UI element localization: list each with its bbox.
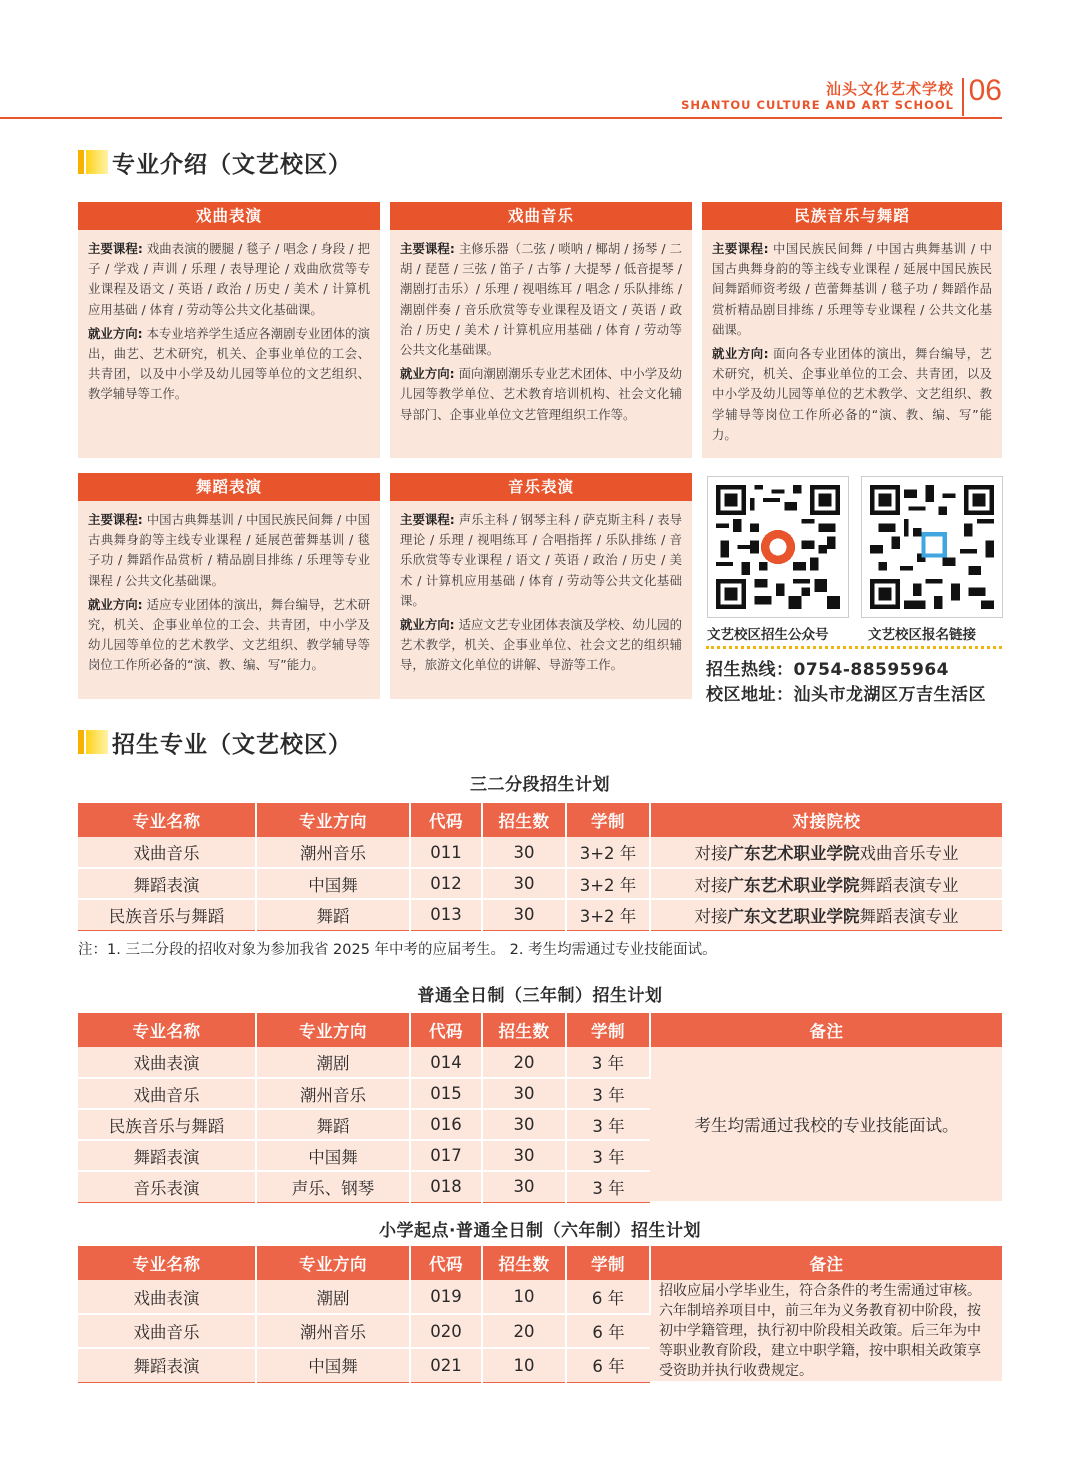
cell-count: 10	[482, 1280, 566, 1314]
column-header: 专业方向	[256, 1013, 410, 1047]
major-card-title: 音乐表演	[390, 473, 692, 501]
partner-school-name: 广东艺术职业学院	[727, 875, 860, 895]
courses-text: 中国古典舞基训 / 中国民族民间舞 / 中国古典舞身韵等主线专业课程 / 延展芭蕾舞基训 / 毯子功 / 舞蹈作品赏析 / 精品剧目排练 / 乐理等专业课程 / 公共文化基础课。	[88, 512, 370, 588]
section-marker	[86, 730, 108, 754]
courses-label: 主要课程:	[400, 241, 455, 256]
career-label: 就业方向:	[88, 596, 143, 612]
column-header: 学制	[566, 803, 650, 837]
cell-direction: 潮州音乐	[256, 837, 410, 868]
qr-code-registration[interactable]	[861, 476, 1003, 618]
column-header: 招生数	[482, 803, 566, 837]
section-marker	[78, 730, 84, 754]
table-caption: 小学起点·普通全日制（六年制）招生计划	[379, 1221, 701, 1241]
partner-school-name: 广东文艺职业学院	[727, 906, 860, 926]
cell-code: 013	[410, 899, 482, 930]
cell-major: 戏曲音乐	[78, 837, 256, 868]
qr-caption-registration: 文艺校区报名链接	[868, 627, 976, 643]
cell-code: 020	[410, 1314, 482, 1348]
cell-direction: 中国舞	[256, 1140, 410, 1171]
cell-partner-school	[650, 837, 1002, 868]
major-card	[78, 202, 380, 458]
cell-direction: 中国舞	[256, 1348, 410, 1382]
cell-code: 021	[410, 1348, 482, 1382]
cell-partner-school	[650, 868, 1002, 899]
column-header: 专业名称	[78, 803, 256, 837]
cell-count: 30	[482, 1140, 566, 1171]
cell-count: 30	[482, 1171, 566, 1202]
partner-major: 戏曲音乐专业	[859, 844, 959, 863]
cell-direction: 潮剧	[256, 1047, 410, 1078]
partner-school-name: 广东艺术职业学院	[727, 844, 860, 863]
column-header: 专业名称	[78, 1246, 256, 1280]
career-label: 就业方向:	[712, 346, 769, 362]
section-title-text: 招生专业（文艺校区）	[112, 732, 352, 758]
table-caption: 普通全日制（三年制）招生计划	[417, 986, 663, 1006]
cell-major: 民族音乐与舞蹈	[78, 1109, 256, 1140]
column-header: 专业方向	[256, 1246, 410, 1280]
cell-direction: 声乐、钢琴	[256, 1171, 410, 1202]
cell-years: 3 年	[566, 1078, 650, 1109]
courses-label: 主要课程:	[400, 512, 455, 527]
column-header: 学制	[566, 1013, 650, 1047]
cell-count: 20	[482, 1314, 566, 1348]
cell-code: 016	[410, 1109, 482, 1140]
major-card-title: 舞蹈表演	[78, 473, 380, 501]
career-text: 面向潮剧潮乐专业艺术团体、中小学及幼儿园等教学单位、艺术教育培训机构、社会文化辅导部门、企事业单位文艺管理组织工作等。	[400, 366, 682, 422]
table-caption: 三二分段招生计划	[470, 775, 610, 795]
cell-code: 017	[410, 1140, 482, 1171]
column-header: 学制	[566, 1246, 650, 1280]
cell-code: 015	[410, 1078, 482, 1109]
cell-major: 舞蹈表演	[78, 1140, 256, 1171]
cell-count: 30	[482, 1078, 566, 1109]
major-card-title: 戏曲音乐	[390, 202, 692, 230]
cell-direction: 潮剧	[256, 1280, 410, 1314]
column-header: 代码	[410, 1013, 482, 1047]
cell-count: 30	[482, 837, 566, 868]
cell-major: 戏曲音乐	[78, 1078, 256, 1109]
enrollment-table-3year	[78, 1013, 1002, 1203]
table-row	[78, 868, 1002, 899]
table-row	[78, 837, 1002, 868]
school-name: 汕头文化艺术学校	[825, 80, 954, 98]
cell-direction: 潮州音乐	[256, 1314, 410, 1348]
career-text: 本专业培养学生适应各潮剧专业团体的演出，曲艺、艺术研究，机关、企事业单位的工会、共青团，以及中小学及幼儿园等单位的文艺组织、教学辅导等工作。	[88, 325, 370, 402]
cell-major: 舞蹈表演	[78, 868, 256, 899]
page-header	[682, 72, 1002, 118]
courses-text: 主修乐器（二弦 / 唢呐 / 椰胡 / 扬琴 / 二胡 / 琵琶 / 三弦 / 笛子 / 古筝 / 大提琴 / 低音提琴 / 潮剧打击乐）/ 乐理 / 视唱练耳 / 唱念 / 乐队排练 / 潮剧伴奏 / 音乐欣赏等专业课程及语文 / 英语 / 政治 / 历史 / 美术 / 计算机应用基础 / 体育 / 劳动等公共文化基础课。	[400, 241, 682, 358]
cell-years: 3 年	[566, 1140, 650, 1171]
cell-count: 30	[482, 899, 566, 930]
career-label: 就业方向:	[400, 617, 455, 633]
courses-text: 中国民族民间舞 / 中国古典舞基训 / 中国古典舞身韵的等主线专业课程 / 延展中国民族民间舞蹈师资考级 / 芭蕾舞基训 / 毯子功 / 舞蹈作品赏析精品剧目排练 / 乐理等专业课程 / 公共文化基础课。	[712, 241, 992, 337]
cell-major: 舞蹈表演	[78, 1348, 256, 1382]
table-row	[78, 1280, 1002, 1314]
dotted-divider	[706, 646, 1002, 649]
cell-major: 戏曲表演	[78, 1280, 256, 1314]
career-text: 适应专业团体的演出，舞台编导，艺术研究，机关、企事业单位的工会、共青团，中小学及幼儿园等单位的艺术教学、文艺组织、教学辅导等岗位工作所必备的“演、教、编、写”能力。	[88, 596, 370, 673]
cell-remark: 考生均需通过我校的专业技能面试。	[650, 1047, 1002, 1202]
partner-major: 舞蹈表演专业	[859, 875, 959, 895]
cell-code: 011	[410, 837, 482, 868]
courses-label: 主要课程:	[712, 241, 769, 256]
major-card-title: 民族音乐与舞蹈	[702, 202, 1002, 230]
cell-years: 3+2 年	[566, 899, 650, 930]
column-header: 代码	[410, 803, 482, 837]
cell-years: 6 年	[566, 1314, 650, 1348]
cell-direction: 潮州音乐	[256, 1078, 410, 1109]
column-header: 招生数	[482, 1013, 566, 1047]
column-header: 代码	[410, 1246, 482, 1280]
cell-major: 民族音乐与舞蹈	[78, 899, 256, 930]
column-header: 对接院校	[650, 803, 1002, 837]
cell-major: 音乐表演	[78, 1171, 256, 1202]
qr-code-official-account[interactable]	[707, 476, 849, 618]
cell-code: 019	[410, 1280, 482, 1314]
cell-direction: 中国舞	[256, 868, 410, 899]
table-row	[78, 1047, 1002, 1078]
table-note: 注：1. 三二分段的招收对象为参加我省 2025 年中考的应届考生。 2. 考生均需通过专业技能面试。	[78, 942, 717, 958]
career-text: 适应文艺专业团体表演及学校、幼儿园的艺术教学，机关、企事业单位、社会文艺的组织辅导，旅游文化单位的讲解、导游等工作。	[400, 617, 682, 673]
cell-direction: 舞蹈	[256, 1109, 410, 1140]
section-marker	[86, 150, 108, 174]
courses-label: 主要课程:	[88, 512, 143, 527]
cell-code: 012	[410, 868, 482, 899]
courses-text: 戏曲表演的腰腿 / 毯子 / 唱念 / 身段 / 把子 / 学戏 / 声训 / 乐理 / 表导理论 / 戏曲欣赏等专业课程及语文 / 英语 / 政治 / 历史 / 美术 / 计算机应用基础 / 体育 / 劳动等公共文化基础课。	[88, 241, 370, 317]
cell-count: 20	[482, 1047, 566, 1078]
cell-years: 6 年	[566, 1280, 650, 1314]
major-card	[78, 473, 380, 699]
cell-count: 30	[482, 1109, 566, 1140]
cell-direction: 舞蹈	[256, 899, 410, 930]
section-marker	[78, 150, 84, 174]
column-header: 备注	[650, 1013, 1002, 1047]
cell-years: 6 年	[566, 1348, 650, 1382]
cell-years: 3 年	[566, 1047, 650, 1078]
partner-prefix: 对接	[694, 906, 728, 926]
cell-years: 3 年	[566, 1109, 650, 1140]
cell-major: 戏曲音乐	[78, 1314, 256, 1348]
cell-years: 3+2 年	[566, 868, 650, 899]
cell-code: 018	[410, 1171, 482, 1202]
qr-code-icon	[870, 485, 994, 609]
page-number: 06	[968, 74, 1002, 107]
partner-prefix: 对接	[694, 844, 728, 863]
courses-label: 主要课程:	[88, 241, 143, 256]
major-card	[702, 202, 1002, 458]
cell-code: 014	[410, 1047, 482, 1078]
enrollment-table-3plus2	[78, 803, 1002, 931]
cell-major: 戏曲表演	[78, 1047, 256, 1078]
school-name-en: SHANTOU CULTURE AND ART SCHOOL	[681, 98, 954, 112]
cell-partner-school	[650, 899, 1002, 930]
career-text: 面向各专业团体的演出，舞台编导，艺术研究，机关、企事业单位的工会、共青团，以及中小学及幼儿园等单位的艺术教学、文艺组织、教学辅导等岗位工作所必备的“演、教、编、写”能力。	[712, 346, 992, 442]
qr-caption-official-account: 文艺校区招生公众号	[707, 627, 829, 643]
major-card-title: 戏曲表演	[78, 202, 380, 230]
partner-prefix: 对接	[694, 875, 728, 895]
cell-years: 3+2 年	[566, 837, 650, 868]
cell-count: 30	[482, 868, 566, 899]
column-header: 备注	[650, 1246, 1002, 1280]
header-divider	[962, 78, 964, 116]
courses-text: 声乐主科 / 钢琴主科 / 萨克斯主科 / 表导理论 / 乐理 / 视唱练耳 / 合唱指挥 / 乐队排练 / 音乐欣赏等专业课程 / 语文 / 英语 / 政治 / 历史 / 美术 / 计算机应用基础 / 体育 / 劳动等公共文化基础课。	[400, 512, 682, 608]
section-title-text: 专业介绍（文艺校区）	[112, 152, 352, 178]
column-header: 招生数	[482, 1246, 566, 1280]
cell-years: 3 年	[566, 1171, 650, 1202]
major-card	[390, 473, 692, 699]
campus-address: 校区地址：汕头市龙湖区万吉生活区	[706, 685, 986, 705]
header-rule	[0, 117, 1002, 119]
career-label: 就业方向:	[400, 366, 455, 382]
cell-count: 10	[482, 1348, 566, 1382]
table-row	[78, 899, 1002, 930]
qr-code-icon	[716, 485, 840, 609]
career-label: 就业方向:	[88, 325, 143, 341]
cell-remark: 招收应届小学毕业生，符合条件的考生需通过审核。六年制培养项目中，前三年为义务教育初中阶段，按初中学籍管理，执行初中阶段相关政策。后三年为中等职业教育阶段，建立中职学籍，按中职相关政策享受资助并执行收费规定。	[650, 1280, 1002, 1382]
partner-major: 舞蹈表演专业	[859, 906, 959, 926]
column-header: 专业方向	[256, 803, 410, 837]
enrollment-hotline: 招生热线：0754-88595964	[706, 660, 949, 680]
major-card	[390, 202, 692, 458]
column-header: 专业名称	[78, 1013, 256, 1047]
enrollment-table-6year	[78, 1246, 1002, 1383]
